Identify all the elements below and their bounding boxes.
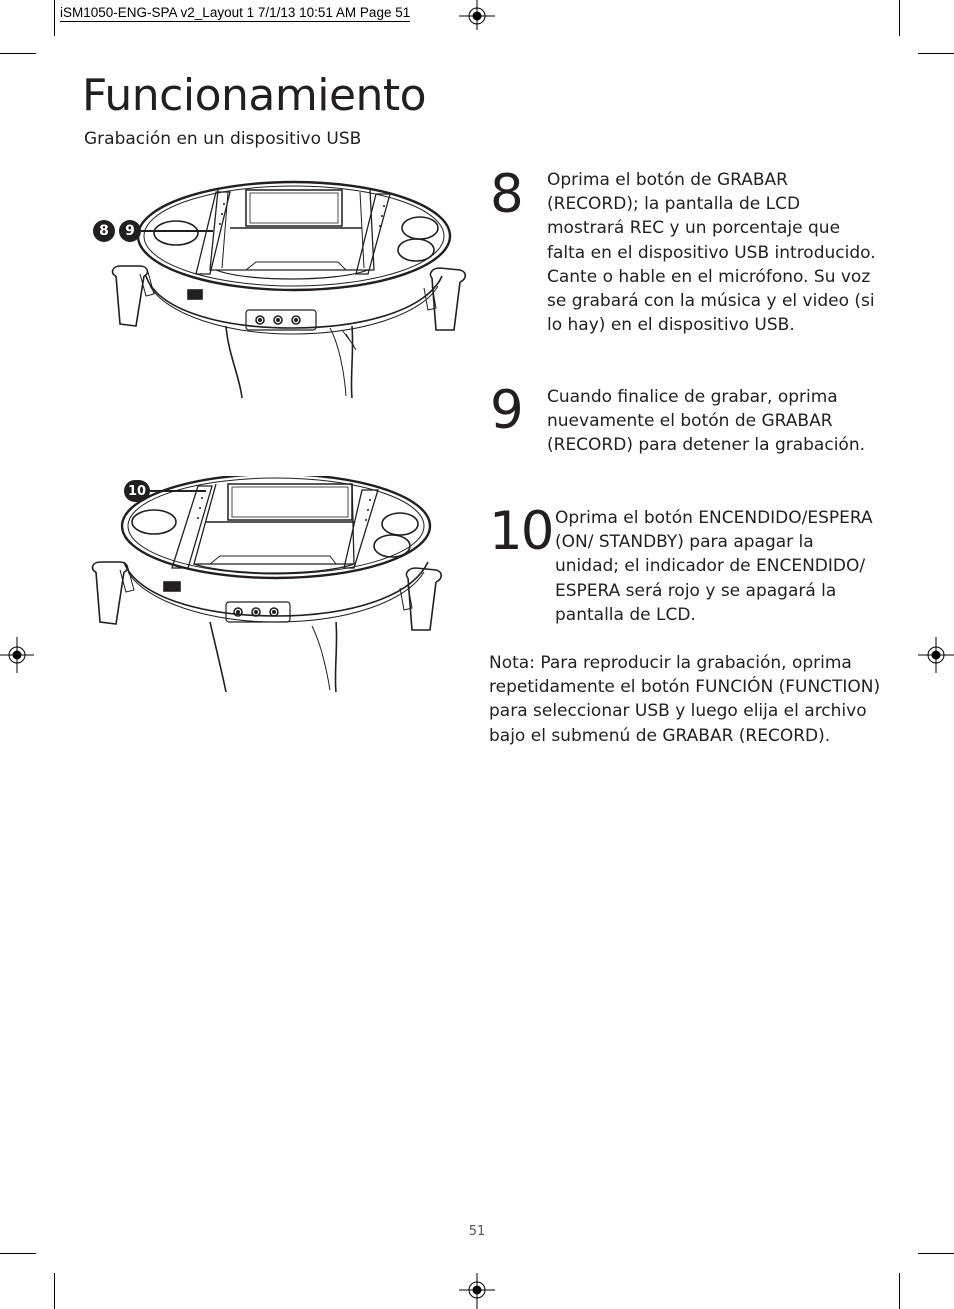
- crop-mark: [899, 0, 900, 36]
- callout-line: [141, 230, 213, 232]
- note-text: Nota: Para reproducir la grabación, oprima repetidamente el botón FUNCIÓN (FUNCTION) para seleccionar USB y luego elija el archivo bajo el submenú de GRABAR (RECORD).: [489, 653, 881, 746]
- registration-mark-icon: [0, 637, 34, 673]
- crop-mark: [899, 1273, 900, 1309]
- callout-badge-8: 8: [93, 220, 115, 242]
- crop-mark: [0, 1253, 36, 1254]
- karaoke-machine-illustration: [90, 476, 454, 694]
- crop-mark: [54, 1273, 55, 1309]
- step-number: 9: [490, 380, 522, 441]
- registration-mark-icon: [459, 0, 495, 30]
- step-number: 10: [489, 501, 553, 562]
- crop-mark: [0, 53, 36, 54]
- karaoke-machine-illustration: [106, 178, 470, 400]
- callout-line: [150, 490, 206, 492]
- printer-slug: iSM1050-ENG-SPA v2_Layout 1 7/1/13 10:51 AM Page 51: [60, 5, 411, 20]
- step-number: 8: [490, 164, 522, 225]
- crop-mark: [918, 1253, 954, 1254]
- callout-badge-9: 9: [119, 220, 141, 242]
- registration-mark-icon: [459, 1273, 495, 1309]
- crop-mark: [54, 0, 55, 36]
- crop-mark: [918, 53, 954, 54]
- step-text: Cuando finalice de grabar, oprima nuevamente el botón de GRABAR (RECORD) para detener la grabación.: [547, 387, 865, 456]
- registration-mark-icon: [918, 637, 954, 673]
- page-title: Funcionamiento: [82, 70, 427, 121]
- step-text: Oprima el botón de GRABAR (RECORD); la pantalla de LCD mostrará REC y un porcentaje que falta en el dispositivo USB introducido. Cante o hable en el micrófono. Su voz se grabará con la música y el video (si lo hay) en el dispositivo USB.: [547, 170, 876, 336]
- page-number: 51: [468, 1224, 486, 1239]
- callout-badge-10: 10: [124, 480, 150, 502]
- step-text: Oprima el botón ENCENDIDO/ESPERA (ON/ STANDBY) para apagar la unidad; el indicador de ENCENDIDO/ ESPERA será rojo y se apagará la pantalla de LCD.: [555, 508, 873, 625]
- section-subtitle: Grabación en un dispositivo USB: [84, 129, 362, 149]
